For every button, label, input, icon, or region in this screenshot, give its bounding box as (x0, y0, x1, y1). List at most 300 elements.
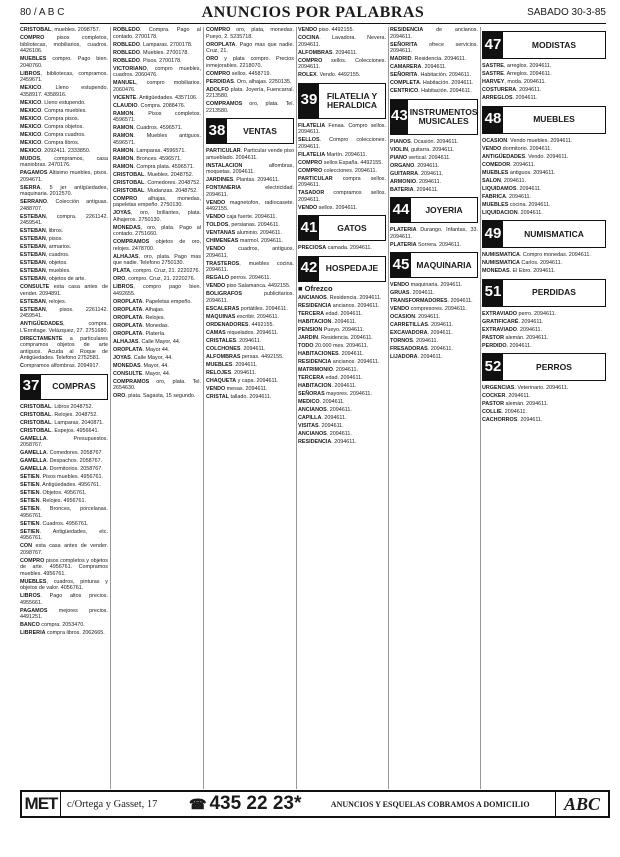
ad-keyword: LIBRERIA (20, 630, 46, 636)
ad-keyword: SETIEN (20, 506, 40, 512)
classified-ad: RAMON. Muebles antiguos. 4596571. (113, 133, 201, 146)
section-number: 49 (483, 221, 503, 247)
ad-keyword: MEXICO (20, 115, 42, 122)
classified-ad: TERCERA edad. 2094611. (298, 375, 363, 381)
ad-keyword: ALHAJAS (113, 253, 139, 260)
ad-keyword: ROLEX (298, 72, 317, 78)
ad-keyword: JARDINES (206, 177, 234, 183)
ad-keyword: GRATIFICARÉ (482, 318, 519, 325)
classified-ad: REGALO perros. 2094611. (206, 275, 271, 281)
classified-ad: VENDO sellos. 2094611. (298, 204, 358, 211)
ad-keyword: SEÑORITA (390, 72, 418, 78)
ad-keyword: SEÑORAS (298, 391, 325, 397)
section-title: JOYERIA (425, 204, 463, 215)
classified-ad: MEXICO. Compra cuadros. (20, 131, 86, 138)
ad-keyword: COLCHONES (206, 345, 241, 352)
classified-ad: OROPLATA. Platería. (113, 330, 166, 337)
ad-keyword: PLATA (113, 268, 131, 274)
ad-keyword: MEXICO (20, 99, 42, 106)
ad-keyword: PAGAMOS (20, 607, 48, 614)
ad-keyword: VICENTE (113, 94, 137, 101)
classified-ad: VENDO piso. 4492155. (298, 27, 355, 33)
page-label: 80 / A B C (20, 7, 65, 18)
ad-keyword: PENSION (298, 327, 323, 333)
column-divider (110, 27, 111, 789)
classified-ad: RELOJES. 2094611. (206, 369, 257, 376)
classified-ad: SALON. 2094611. (482, 177, 526, 184)
classified-ad: RAMON. Pisos completos. 4596571. (113, 110, 201, 123)
ad-keyword: SIERRA (20, 184, 41, 191)
ad-keyword: RELOJES (206, 369, 232, 376)
ad-keyword: PAGAMOS (20, 170, 48, 176)
classified-ad: VENDO maquinaria. 2094611. (390, 282, 463, 288)
ad-keyword: CRISTALES (206, 337, 237, 344)
ad-keyword: MONEDAS (113, 362, 141, 369)
ad-keyword: COMPRO (20, 557, 45, 564)
ad-keyword: ORDENADORES (206, 321, 249, 328)
section-title: PERROS (536, 361, 572, 372)
ad-keyword: CRISTOBAL (113, 179, 145, 186)
section-number: 48 (483, 107, 503, 133)
ad-keyword: JARDIN (298, 335, 319, 341)
ad-keyword: CAMAS (206, 329, 226, 336)
ad-keyword: COSTURERA (482, 87, 517, 93)
ad-keyword: SELLOS (298, 137, 320, 143)
ad-keyword: VENDO (298, 27, 318, 33)
ad-keyword: VENDO (482, 145, 502, 152)
ad-keyword: MUEBLES (206, 361, 233, 368)
classified-ad: RESIDENCIA ancianos. 2094611. (298, 359, 380, 365)
classified-ad: GAMELLA. Dormitorios. 2058767. (20, 466, 103, 472)
ad-keyword: ANCIANOS (298, 295, 327, 301)
classified-ad: CACHORROS. 2094611. (482, 417, 543, 423)
ad-keyword: MUDOS (20, 155, 41, 162)
classified-ad: VENDO compresores. 2094611. (390, 306, 467, 312)
classified-ad: TERCERA edad. 2094611. (298, 311, 363, 317)
ad-keyword: ROBLEDO (113, 49, 140, 56)
classified-ad: PLATA, compro. Cruz, 21. 2220276. (113, 268, 200, 274)
classified-ad: COLLIE. 2094611. (482, 409, 527, 415)
classified-ad: VENDO mesas. 2094611. (206, 385, 268, 392)
classified-ad: MADRID. Residencia. 2094611. (390, 56, 467, 62)
ad-keyword: CRISTOBAL (20, 411, 52, 418)
classified-ad: COMPRO sellos España. 4492155. (298, 159, 383, 166)
section-title: VENTAS (243, 125, 277, 136)
ad-keyword: COMPRO (298, 159, 323, 166)
classified-ad: MEXICO. Compra muebles. (20, 107, 87, 114)
ad-keyword: NUMISMATICA (482, 252, 520, 258)
ad-keyword: ROBLEDO (113, 57, 140, 64)
classified-ad: COSTURERA. 2094611. (482, 87, 542, 93)
classified-ad: MONEDAS, oro, plata. Pago al contado. 2751660. (113, 224, 201, 237)
classified-ad: COMPRAMOS oro, plata. Tel. 2654630. (113, 378, 201, 391)
header-rule (20, 23, 606, 24)
ad-keyword: OROPLATA (113, 306, 143, 313)
ads-list (298, 295, 386, 446)
ad-keyword: COMPRO (206, 27, 231, 33)
ad-keyword: MEDICO (298, 399, 320, 405)
ad-keyword: MUEBLES (482, 169, 509, 176)
classified-ad: COMPRO oro, plata, monedas. Pueyo, 2. 5235718. (206, 27, 294, 40)
classified-ad: JOYAS, oro, brillantes, plata. Alhajeros. 2750130. (113, 210, 201, 223)
classified-ad: CRISTOBAL, muebles. 2098757. (20, 27, 101, 33)
classified-ad: FILATELIA Martín. 2094611. (298, 151, 368, 158)
classified-ad: VENDO dormitorio. 2094611. (482, 145, 552, 152)
ad-keyword: ESTEBAN (20, 268, 46, 274)
classified-ad: COMEDOR. 2094611. (482, 161, 536, 168)
ad-keyword: TRASTEROS (206, 260, 240, 267)
ad-keyword: COMPRAMOS (113, 378, 150, 385)
classified-ad: ESTEBAN, objetos de arte. (20, 276, 86, 282)
classified-ad: ORGANO. 2094611. (390, 162, 440, 169)
ad-keyword: ORO (113, 393, 126, 399)
abc-logo: ABC (555, 792, 608, 816)
classified-ad: GRATIFICARÉ. 2094611. (482, 318, 544, 325)
ad-keyword: COMPRO (113, 195, 138, 202)
ad-keyword: HARVEY (482, 79, 505, 85)
ad-keyword: GAMELLA (20, 435, 47, 442)
ad-keyword: GAMELLA (20, 466, 47, 472)
section-title: INSTRUMENTOS MUSICALES (409, 106, 478, 126)
ad-keyword: TASADOR (298, 190, 325, 196)
classified-ad: ANCIANOS. 2094611. (298, 431, 352, 437)
ad-keyword: PLATERIA (390, 241, 417, 248)
ad-keyword: ADOLFO (206, 86, 229, 93)
ad-keyword: SETIEN (20, 490, 40, 496)
classified-ad: TASADOR compramos sellos. 2094611. (298, 190, 386, 203)
classified-ad: SERRANO. Colección antiguas. 2488707. (20, 199, 108, 212)
ad-keyword: MONEDAS (113, 224, 141, 231)
classified-ad: URGENCIAS. Veterinario. 2094611. (482, 385, 569, 391)
column-divider (296, 27, 297, 789)
classified-ad: CENTRICO. Habitación. 2094611. (390, 88, 472, 94)
ad-keyword: JOYAS (113, 210, 131, 216)
ad-keyword: SETIEN (20, 520, 40, 527)
ad-keyword: HABITACIONES (298, 351, 339, 357)
classified-ad: ROLEX. Vendo. 4492155. (298, 72, 361, 78)
classified-ad: ORO, plata. Sagasta, 15 segundo. (113, 393, 196, 399)
ads-list (482, 385, 606, 424)
classified-ad: MEXICO. Compra objetos. (20, 123, 84, 130)
ad-keyword: OROPLATA (113, 330, 143, 337)
classified-ad: CRISTALES. 2094611. (206, 337, 262, 344)
ad-keyword: SASTRE (482, 71, 504, 77)
classified-ad: SELLOS. Compro colecciones. 2094611. (298, 137, 386, 150)
section-title: MUEBLES (533, 114, 575, 124)
ad-keyword: ESTEBAN (20, 228, 46, 234)
ad-keyword: RESIDENCIA (298, 303, 332, 309)
column-divider (480, 27, 481, 789)
ad-keyword: GRUAS (390, 290, 410, 296)
classified-ad: ESTEBAN, libros. (20, 228, 64, 234)
classified-ad: VENDO magnetofon, radiocasete. 4492155. (206, 199, 294, 212)
classified-ad: TRANSFORMADORES. 2094611. (390, 298, 473, 304)
classified-ad: CONSULTE esta casa antes de vender. 2094891. (20, 284, 108, 297)
ad-keyword: CONSULTE (20, 284, 50, 290)
ad-keyword: MEXICO (20, 85, 42, 91)
ad-keyword: NUMISMATICA (482, 260, 520, 266)
ad-keyword: CRISTOBAL (20, 419, 52, 426)
ad-keyword: VENDO (206, 214, 226, 220)
classified-ad: DIRECTAMENTE a particulares compramos objetos de arte antiguos. Acuda al Roque de Antigüedades. Telefono 2752581. (20, 335, 108, 361)
ad-keyword: GAMELLA (20, 458, 47, 464)
ad-keyword: OCASION (482, 137, 508, 144)
ad-keyword: TOLDOS (206, 222, 229, 228)
section-number: 41 (299, 216, 319, 240)
classified-ad: ESTEBAN, pisos. (20, 236, 63, 242)
ad-keyword: ESTEBAN (20, 276, 46, 282)
classified-ad: CLAUDIO. Compra. 2088476. (113, 102, 186, 109)
classified-ad: CRISTOBAL. Libros 2048752. (20, 403, 94, 410)
classified-ad: OROPLATA. Relojes. (113, 314, 165, 321)
classified-ad: ESTEBAN, muebles. (20, 268, 71, 274)
section-title: NUMISMATICA (524, 228, 584, 239)
section-muebles (482, 106, 606, 134)
ad-keyword: ALHAJAS (113, 338, 139, 345)
ad-keyword: RESIDENCIA (390, 27, 424, 33)
classified-ad: PLATERIA Durango. Infantas, 33. 2094611. (390, 227, 478, 240)
ad-keyword: GAMELLA (20, 450, 47, 456)
page-header (20, 4, 606, 22)
classified-ad: ARMONIO. 2094611. (390, 178, 442, 185)
classified-ad: PLATERIA Sorrera. 2094611. (390, 241, 462, 248)
classified-ad: SASTRE, arreglos. 2094611. (482, 63, 552, 69)
ad-keyword: SETIEN (20, 528, 40, 535)
ad-keyword: SETIEN (20, 498, 40, 504)
ad-keyword: COMPLETA (390, 80, 420, 86)
classified-ad: VENDO caja fuerte. 2094611. (206, 214, 277, 220)
ad-keyword: LIQUIDACION (482, 209, 518, 216)
phone-number: 435 22 23* (209, 793, 302, 814)
column-divider (388, 27, 389, 789)
ad-keyword: GUITARRA (390, 170, 419, 177)
classified-ad: ALFOMBRAS persas. 4492155. (206, 353, 284, 360)
ad-keyword: CENTRICO (390, 88, 419, 94)
classified-ad: OROPLATA. Papeletas empeño. (113, 298, 192, 305)
classified-ad: JOYAS. Calle Mayor, 44. (113, 354, 173, 361)
ad-keyword: CRISTAL (206, 393, 229, 400)
classified-ad: HABITACION. 2094611. (298, 319, 357, 325)
classified-ad: RAMON. Compra plata. 4596571. (113, 163, 195, 170)
ad-keyword: MATRIMONIO (298, 367, 333, 373)
ads-list (206, 27, 294, 114)
classified-ad: ROBLEDO. Muebles. 2700178. (113, 49, 189, 56)
banner-phone (185, 793, 305, 815)
ad-keyword: OROPLATA (113, 322, 143, 329)
classified-ad: BOLIGRAFOS publicitarios. 2094611. (206, 291, 294, 304)
ad-keyword: TODO (298, 343, 314, 349)
ad-keyword: RESIDENCIA (298, 439, 332, 445)
classified-ad: JARDIN. Residencia. 2094611. (298, 335, 373, 341)
classified-ad: ESTEBAN, pisos. 2261142. 2459541. (20, 306, 108, 319)
section-number: 42 (299, 257, 319, 281)
section-title: FILATELIA Y HERALDICA (326, 90, 378, 110)
classified-ad: VENTANAS aluminio. 2094611. (206, 230, 282, 236)
ad-keyword: OROPLATA (113, 346, 143, 353)
ad-keyword: OROPLATA (113, 314, 143, 321)
ads-list (113, 27, 201, 400)
classified-ad: OROPLATA. Alhajas. (113, 306, 165, 313)
ad-keyword: SALON (482, 177, 501, 184)
ads-list (482, 138, 606, 217)
classified-ad: SETIEN. Pisos muebles. 4956761. (20, 474, 104, 480)
ad-keyword: COMEDOR (482, 161, 511, 168)
classified-ad: CAMARERA. 2094611. (390, 64, 447, 70)
section-joyeria (390, 197, 478, 223)
ad-keyword: ORGANO (390, 162, 415, 169)
ads-list (206, 148, 294, 400)
ad-keyword: PASTOR (482, 401, 504, 407)
section-ventas (206, 118, 294, 144)
classified-ad: BATERIA. 2094611. (390, 186, 439, 193)
ads-list (390, 227, 478, 248)
ad-keyword: CARRETILLAS (390, 322, 429, 328)
classified-ad: COMPRO colecciones. 2094611. (298, 167, 378, 174)
classified-ad: ROBLEDO. Compra. Pago al contado. 2700178. (113, 27, 201, 40)
ad-keyword: ARREGLOS (482, 95, 513, 101)
ads-list (390, 27, 478, 95)
section-number: 39 (299, 84, 319, 118)
ad-keyword: ALFOMBRAS (206, 353, 241, 360)
ad-keyword: PIANO (390, 154, 408, 161)
classified-ad: PARTICULAR compra sellos. 2094611. (298, 175, 386, 188)
ad-keyword: MEXICO (20, 139, 42, 146)
ad-keyword: TERCERA (298, 311, 325, 317)
section-title: PERDIDAS (532, 287, 576, 297)
classified-ad: EXTRAVIADO perro. 2094611. (482, 310, 557, 317)
classified-ad: COMPRAMOS objetos de oro, relojes. 2478700. (113, 239, 201, 252)
classified-ad: ORDENADORES. 4492155. (206, 321, 275, 328)
ad-keyword: DIRECTAMENTE (20, 335, 63, 342)
classified-ad: GAMELLA. Presupuestos. 2058767. (20, 435, 108, 448)
section-instrumentos (390, 99, 478, 135)
section-compras (20, 374, 108, 400)
ad-keyword: CRISTOBAL (20, 427, 52, 434)
ad-keyword: ESCALERAS (206, 305, 240, 312)
classified-ad: LIQUIDAMOS. 2094611. (482, 185, 542, 192)
classified-ad: CRISTOBAL. Lamparas. 2040871. (20, 419, 104, 426)
classified-ad: LIBROS, compro pago bien. 4492655. (113, 284, 201, 297)
classified-ad: COMPRO pisos completos, bibliotecas, mobiliarios, cuadros. 4426106. (20, 35, 108, 54)
ad-keyword: CHAQUETA (206, 377, 237, 384)
ad-keyword: LIJADORA (390, 354, 418, 360)
classified-ad: GAMELLA. Comedores. 2058767. (20, 450, 103, 456)
classified-ad: FILATELIA Fenaa. Compro sellos. 2094611. (298, 122, 386, 135)
classified-ad: COCKER. 2094611. (482, 393, 531, 399)
ad-keyword: MEXICO (20, 131, 42, 138)
ad-keyword: RAMON (113, 125, 134, 131)
section-number: 52 (483, 354, 503, 380)
ad-keyword: OCASION (390, 314, 416, 320)
ad-keyword: ANCIANOS (298, 407, 327, 413)
ad-keyword: MUEBLES (482, 201, 509, 208)
classified-ad: ANTIGÜEDADES, compra. L'Ermitage. Velázquez, 27. 2751680. (20, 321, 108, 334)
ad-keyword: VENDO (206, 385, 226, 392)
ad-keyword: TRANSFORMADORES (390, 298, 448, 304)
section-perdidas (482, 279, 606, 307)
classified-ad: SETIEN. Relojes. 4956761. (20, 498, 86, 504)
ad-keyword: CAPILLA (298, 415, 322, 421)
ad-keyword: HABITACION (298, 319, 332, 325)
classified-ad: SETIEN. Antigüedades. 4956761. (20, 482, 101, 488)
classified-ad: PASTOR alemán. 2094611. (482, 334, 549, 341)
classified-ad: ANTIGÜEDADES. Vendo. 2094611. (482, 153, 569, 160)
classified-ad: PERDIDAS. Oro, alhajas. 2250135. (206, 78, 292, 85)
ad-keyword: FABRICA (482, 193, 506, 200)
classified-ad: RAMON. Lamparas. 4596571. (113, 147, 186, 154)
ad-keyword: COMPRO (20, 35, 45, 41)
section-number: 51 (483, 280, 503, 306)
telephone-icon: ☎ (189, 795, 207, 812)
classified-ad: OCASION. Vendo muebles. 2094611. (482, 137, 573, 144)
ad-keyword: SERRANO (20, 199, 47, 205)
ad-keyword: MUEBLES (20, 578, 47, 585)
section-number: 38 (207, 119, 227, 143)
ad-keyword: ESTEBAN (20, 252, 46, 258)
ad-keyword: ESTEBAN (20, 260, 46, 266)
classified-ad: BANCO compra. 2053470. (20, 622, 85, 628)
classified-ad: RESIDENCIA ancianos. 2094611. (298, 303, 380, 309)
ad-keyword: URGENCIAS (482, 385, 515, 391)
ad-keyword: CON (20, 543, 32, 549)
classified-ad: CRISTOBAL. Mudanzas. 2048752. (113, 187, 198, 194)
ad-keyword: SEÑORITA (390, 41, 418, 48)
classified-ad: CRISTOBAL. Espejos. 4956641. (20, 427, 100, 434)
ad-keyword: RAMON (113, 147, 134, 154)
ad-keyword: RAMON (113, 155, 134, 162)
page-title: ANUNCIOS POR PALABRAS (201, 4, 425, 21)
classified-ad: ESTEBAN, relojes. (20, 298, 67, 305)
classified-ad: SETIEN. Cuadros. 4956761. (20, 520, 89, 527)
ad-keyword: VENDO (390, 282, 410, 288)
classified-ad: ESTEBAN, armarios. (20, 244, 72, 250)
ad-keyword: LIBROS (20, 70, 41, 77)
ofrezco-label: Ofrezco (304, 283, 333, 293)
classified-ad: CRISTOBAL. Comedores. 2048752. (113, 179, 201, 186)
ad-keyword: TORNOS (390, 338, 413, 344)
ad-keyword: ESTEBAN (20, 306, 46, 313)
classified-ad: ALHAJAS. Calle Mayor, 44. (113, 338, 181, 345)
ad-keyword: ANTIGÜEDADES (20, 321, 64, 327)
classified-ad: PIANO vertical. 2094611. (390, 154, 451, 161)
column-1 (20, 27, 108, 789)
classified-ad: OROPLATA. Mayor 44. (113, 346, 170, 353)
classified-ad: ARREGLOS. 2094611. (482, 95, 538, 101)
section-number: 47 (483, 32, 503, 58)
classified-ad: PENSION Pueyo. 2094611. (298, 327, 365, 333)
ad-keyword: ESTEBAN (20, 236, 46, 242)
ad-keyword: FILATELIA (298, 151, 326, 158)
column-5 (390, 27, 478, 789)
classified-ad: INSTALACION alfombras, moquetas. 2094611. (206, 162, 294, 175)
classified-ad: ALFOMBRAS. 2094611. (298, 49, 358, 56)
ad-keyword: VIOLIN (390, 146, 408, 153)
classified-ad: OROPLATA. Monedas. (113, 322, 170, 329)
ad-keyword: PERDIDO (482, 342, 507, 349)
ad-keyword: OROPLATA (113, 298, 143, 305)
classified-ad: TOLDOS, persianas. 2094611. (206, 222, 280, 228)
classified-ad: Compramos alfombras. 2094917. (20, 363, 101, 369)
classified-ad: SETIEN. Bronces, porcelanas. 4956761. (20, 506, 108, 519)
banner-address: c/Ortega y Gasset, 17 (67, 798, 158, 810)
classified-ad: MEDICO. 2094611. (298, 399, 345, 405)
classified-ad: CRISTOBAL. Relojes. 2048752. (20, 411, 98, 418)
ad-keyword: ESTEBAN (20, 213, 46, 220)
classified-ad: MATRIMONIO. 2094611. (298, 367, 359, 373)
ad-keyword: ORO (206, 56, 219, 62)
classified-ad: RESIDENCIA de ancianos. 2094611. (390, 27, 478, 40)
classified-ad: SASTRE. Arreglos. 2094611. (482, 71, 552, 77)
